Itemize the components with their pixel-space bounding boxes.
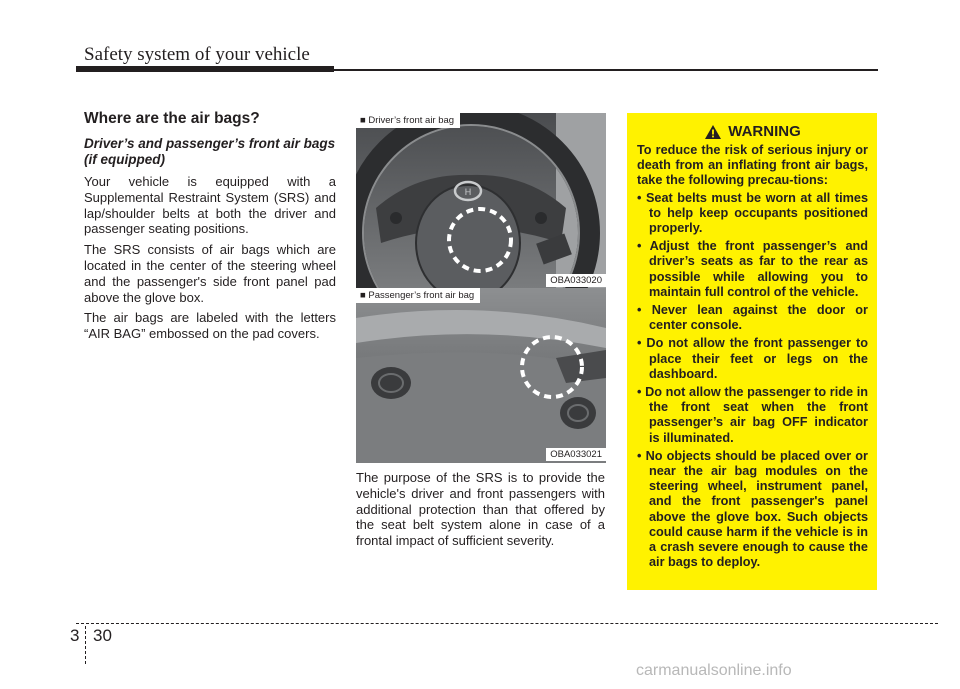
warning-box	[627, 113, 877, 590]
warning-item: • Seat belts must be worn at all times to help keep occupants positioned properly.	[637, 190, 868, 236]
image-code: OBA033021	[546, 448, 606, 461]
warning-title: WARNING	[728, 123, 801, 140]
paragraph: The SRS consists of air bags which are located in the center of the steering wheel and the passenger's side front panel pad above the glove box.	[84, 242, 336, 305]
warning-item: • Do not allow the passenger to ride in the front seat when the front passenger’s air bag OFF indicator is illuminated.	[637, 385, 868, 445]
footer-rule	[76, 623, 938, 624]
image-caption: ■ Passenger’s front air bag	[356, 288, 480, 303]
left-column	[84, 110, 336, 347]
footer-divider	[85, 626, 86, 664]
sub-heading: Driver’s and passenger’s front air bags (if equipped)	[84, 136, 336, 167]
warning-item: • Do not allow the front passenger to place their feet or legs on the dashboard.	[637, 336, 868, 381]
image-caption: ■ Driver’s front air bag	[356, 113, 460, 128]
chapter-number: 3	[70, 626, 80, 645]
warning-item: • Adjust the front passenger’s and driver’s seats as far to the rear as possible while allowing you to maintain full control of the vehicle.	[637, 239, 868, 299]
watermark: carmanualsonline.info	[636, 662, 792, 679]
driver-airbag-illustration	[356, 113, 606, 289]
warning-item: • No objects should be placed over or near the air bag modules on the steering wheel, instrument panel, and the front passenger's panel above the glove box. Such objects could cause harm if the vehicle is in a crash severe enough to cause the air bags to deploy.	[637, 448, 868, 570]
header-rule-thin	[334, 69, 878, 71]
paragraph: The purpose of the SRS is to provide the vehicle's driver and front passengers with additional protection than that offered by the seat belt system alone in case of a frontal impact of sufficient severity.	[356, 470, 605, 549]
page-number: 30	[93, 626, 112, 645]
warning-triangle-icon	[704, 124, 722, 140]
warning-title-row	[637, 123, 868, 140]
svg-text:H: H	[464, 187, 472, 197]
middle-column-text	[356, 470, 605, 554]
paragraph: Your vehicle is equipped with a Supplemental Restraint System (SRS) and lap/shoulder belts at both the driver and passenger seating positions.	[84, 174, 336, 237]
passenger-airbag-illustration	[356, 288, 606, 463]
header-rule-thick	[76, 66, 334, 72]
warning-item: • Never lean against the door or center console.	[637, 303, 868, 333]
section-heading: Where are the air bags?	[84, 110, 260, 127]
warning-list	[637, 191, 868, 571]
warning-intro: To reduce the risk of serious injury or death from an inflating front air bags, take the following precau-tions:	[637, 143, 868, 188]
image-code: OBA033020	[546, 274, 606, 287]
dashboard-illustration	[356, 288, 606, 463]
page-header-title: Safety system of your vehicle	[84, 44, 310, 65]
paragraph: The air bags are labeled with the letters “AIR BAG” embossed on the pad covers.	[84, 310, 336, 342]
steering-wheel-illustration	[356, 113, 606, 289]
